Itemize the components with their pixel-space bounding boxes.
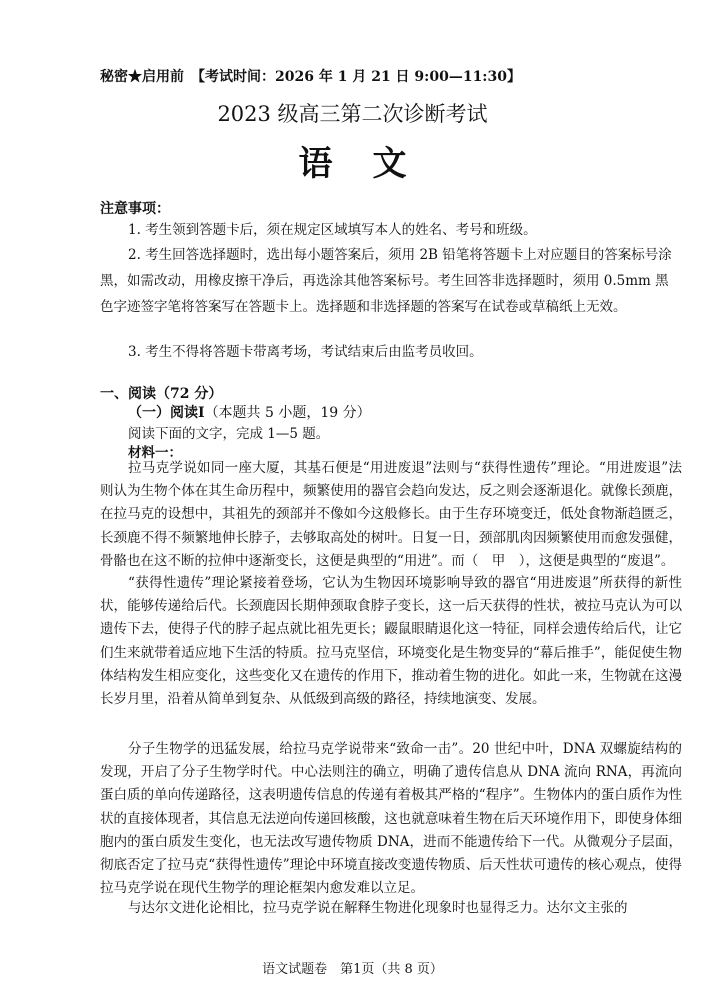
notice-item-3: 3. 考生不得将答题卡带离考场，考试结束后由监考员收回。 (128, 344, 483, 360)
notice-heading: 注意事项： (100, 201, 170, 217)
part-label: （一）阅读Ⅰ (128, 405, 205, 421)
passage-paragraph-2: “获得性遗传”理论紧接着登场，它认为生物因环境影响导致的器官“用进废退”所获得的新性状，能够传递给后代。长颈鹿因长期伸颈取食脖子变长，这一后天获得的性状，被拉马克认为可以遗传下去，使得子代的脖子起点就比祖先更长；鼹鼠眼睛退化这一特征，同样会遗传给后代，让它们生来就带着适应地下生活的特质。拉马克坚信，环境变化是生物变异的“幕后推手”，能促使生物体结构发生相应变化，这些变化又在遗传的作用下，推动着生物的进化。如此一来，生物就在这漫长岁月里，沿着从简单到复杂、从低级到高级的路径，持续地演变、发展。 (100, 575, 682, 708)
notice-item-1: 1. 考生领到答题卡后，须在规定区域填写本人的姓名、考号和班级。 (128, 222, 537, 238)
material-label: 材料一： (128, 445, 182, 461)
part-note: （本题共 5 小题，19 分） (204, 405, 371, 421)
notice-item-2: 2. 考生回答选择题时，选出每小题答案后，须用 2B 铅笔将答题卡上对应题目的答案标号涂黑，如需改动，用橡皮擦干净后，再选涂其他答案标号。考生回答非选择题时，须用 0.5mm 黑色字迹签字笔将答案写在答题卡上。选择题和非选择题的答案写在试卷或草稿纸上无效。 (100, 247, 672, 315)
subject-title: 语文 (298, 144, 447, 184)
exam-title: 2023 级高三第二次诊断考试 (217, 102, 488, 126)
passage-paragraph-4: 与达尔文进化论相比，拉马克学说在解释生物进化现象时也显得乏力。达尔文主张的 (128, 900, 628, 916)
page-footer: 语文试题卷 第1页（共 8 页） (262, 962, 443, 977)
reading-instruction: 阅读下面的文字，完成 1—5 题。 (128, 426, 330, 442)
section-heading: 一、阅读（72 分） (100, 386, 223, 402)
part-heading (128, 402, 371, 422)
passage-paragraph-3: 分子生物学的迅猛发展，给拉马克学说带来“致命一击”。20 世纪中叶，DNA 双螺旋结构的发现，开启了分子生物学时代。中心法则注的确立，明确了遗传信息从 DNA 流向 RNA，再流向蛋白质的单向传递路径，这表明遗传信息的传递有着极其严格的“程序”。生物体内的蛋白质作为性状的直接体现者，其信息无法逆向传递回核酸，这也就意味着生物在后天环境作用下，即使身体细胞内的蛋白质发生变化，也无法改写遗传物质 DNA，进而不能遗传给下一代。从微观分子层面，彻底否定了拉马克“获得性遗传”理论中环境直接改变遗传物质、后天性状可遗传的核心观点，使得拉马克学说在现代生物学的理论框架内愈发难以立足。 (100, 741, 682, 897)
secret-exam-time-line: 秘密★启用前 【考试时间：2026 年 1 月 21 日 9:00—11:30】 (100, 69, 521, 85)
passage-paragraph-1: 拉马克学说如同一座大厦，其基石便是“用进废退”法则与“获得性遗传”理论。“用进废退”法则认为生物个体在其生命历程中，频繁使用的器官会趋向发达，反之则会逐渐退化。就像长颈鹿，在拉马克的设想中，其祖先的颈部并不像如今这般修长。由于生存环境变迁，低处食物渐趋匮乏，长颈鹿不得不频繁地伸长脖子，去够取高处的树叶。日复一日，颈部肌肉因频繁使用而愈发强健，骨骼也在这不断的拉伸中逐渐变长，这便是典型的“用进”。而（ 甲 ），这便是典型的“废退”。 (100, 460, 682, 569)
